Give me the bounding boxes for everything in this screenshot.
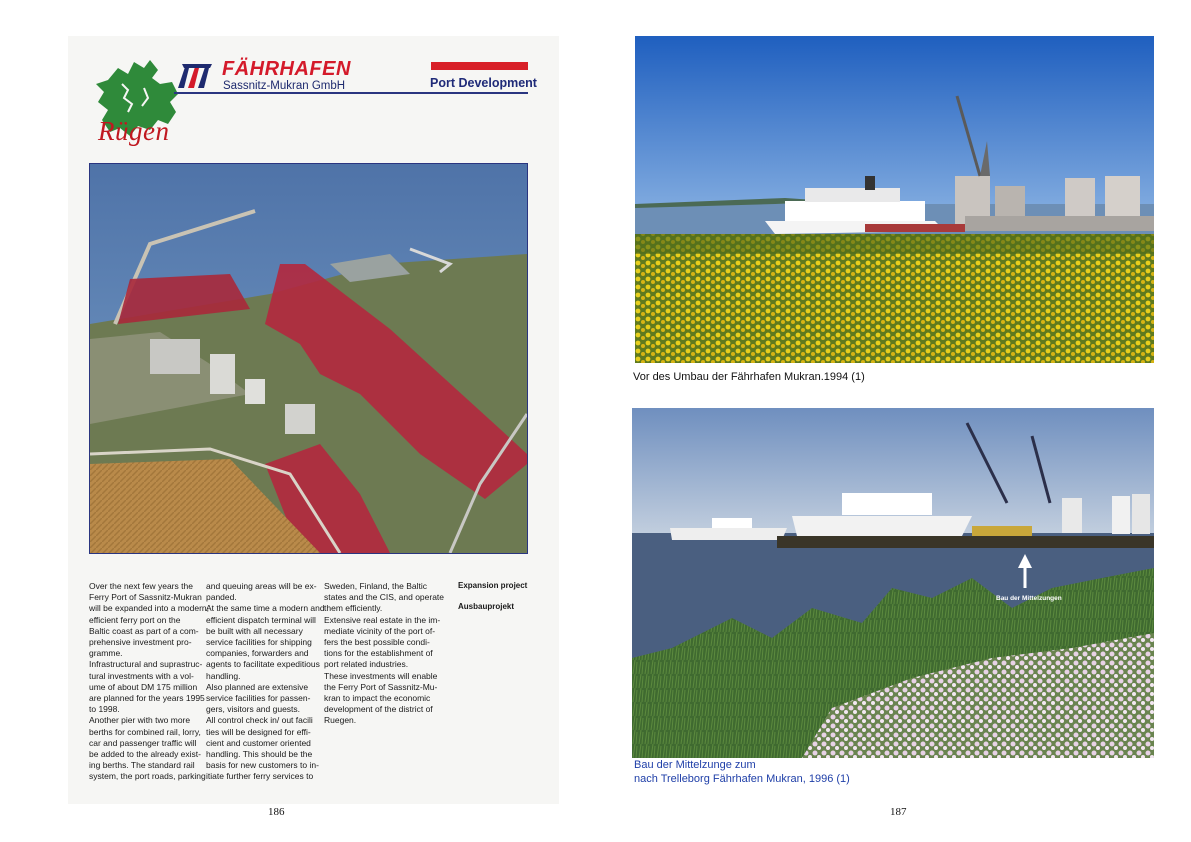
brochure-page-scan: [68, 36, 559, 804]
photo-mittelzunge-construction-1996: [632, 408, 1154, 758]
page-number-left: 186: [268, 806, 285, 818]
side-label-ausbau: Ausbauprojekt: [458, 602, 515, 611]
side-label-expansion: Expansion project: [458, 581, 528, 590]
photo1-caption: Vor des Umbau der Fährhafen Mukran.1994 (1): [633, 371, 865, 383]
photo2-arrow-annotation: Bau der Mittelzungen: [996, 595, 1062, 602]
aerial-port-photo: [89, 163, 528, 554]
body-text-column-3: Sweden, Finland, the Baltic states and the CIS, and operate them efficiently. Extensive real estate in the im- mediate vicinity of the port of- fers the best possible condi- tions for the establishment of port related industries. These investments will enable the Ferry Port of Sassnitz-Mu- kran to impact the economic development of the district of Ruegen.: [324, 581, 445, 726]
section-header-label: Port Development: [430, 76, 537, 90]
header-red-bar: [431, 62, 528, 70]
photo2-caption-line1: Bau der Mittelzunge zum: [634, 759, 756, 771]
body-text-column-2: and queuing areas will be ex- panded. At the same time a modern and efficient dispatch terminal will be built with all necessary service facilities for shipping companies, forwarders and agents to facilitate expeditious handling. Also planned are extensive service facilities for passen- gers, visitors and guests. All control check in/ out facili ties will be designed for effi- cient and customer oriented handling. This should be the basis for new customers to in- itiate further ferry services to: [206, 581, 325, 782]
company-subtitle: Sassnitz-Mukran GmbH: [223, 80, 346, 92]
page-number-right: 187: [890, 806, 907, 818]
body-text-column-1: Over the next few years the Ferry Port of Sassnitz-Mukran will be expanded into a modern, efficient ferry port on the Baltic coast as part of a com- prehensive investment pro- gramme. Infrastructural and suprastruc- tural investments with a vol- ume of about DM 175 million are planned for the years 1995 to 1998. Another pier with two more berths for combined rail, lorry, car and passenger traffic will be added to the already exist- ing berths. The standard rail system, the port roads, parking: [89, 581, 210, 782]
photo2-caption-line2: nach Trelleborg Fährhafen Mukran, 1996 (1): [634, 773, 850, 785]
header-rule: [174, 92, 528, 94]
company-name: FÄHRHAFEN: [222, 58, 351, 80]
faehrhafen-logo-icon: [176, 60, 216, 90]
photo-ferry-port-1994: [635, 36, 1154, 363]
rugen-logo-text: Rügen: [98, 116, 170, 146]
